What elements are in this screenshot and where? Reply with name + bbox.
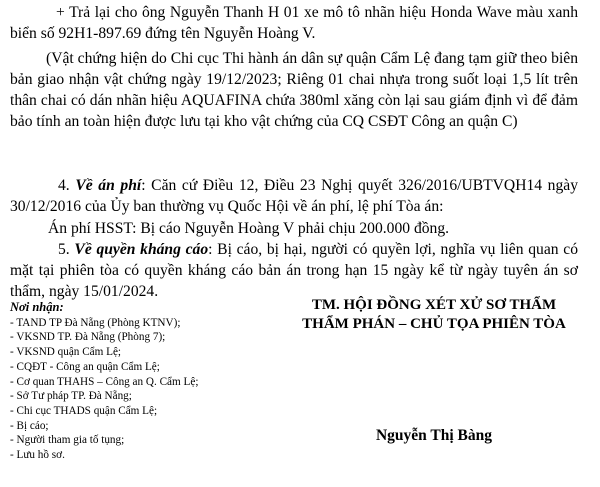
- recipient-item: - VKSND quận Cẩm Lệ;: [10, 346, 122, 359]
- signature-council-title: TM. HỘI ĐỒNG XÉT XỬ SƠ THẨM: [311, 297, 557, 313]
- recipient-item: - Cơ quan THAHS – Công an Q. Cẩm Lệ;: [10, 375, 199, 388]
- section-title-appeal-rights: Về quyền kháng cáo: [74, 241, 209, 258]
- recipient-item: - Chi cục THADS quận Cẩm Lệ;: [10, 404, 158, 417]
- section-title-court-fee: Về án phí: [75, 177, 142, 194]
- recipient-item: - TAND TP Đà Nẵng (Phòng KTNV);: [10, 316, 181, 329]
- recipient-item: - VKSND TP. Đà Nẵng (Phòng 7);: [10, 331, 166, 344]
- court-fee-text: : Căn cứ Điều 12, Điều 23 Nghị quyết 326/2016/UBTVQH14 ngày 30/12/2016 của Ủy ban thường vụ Quốc Hội về án phí, lệ phí Tòa án:: [10, 177, 578, 215]
- signature-judge-title: THẨM PHÁN – CHỦ TỌA PHIÊN TÒA: [302, 316, 566, 332]
- recipients-list: [10, 300, 270, 463]
- signature-block: [270, 296, 598, 334]
- evidence-custody-paragraph: (Vật chứng hiện do Chi cục Thi hành án dân sự quận Cẩm Lệ đang tạm giữ theo biên bản giao nhận vật chứng ngày 19/12/2023; Riêng 01 chai nhựa trong suốt loại 1,5 lít trên thân chai có dán nhãn hiệu AQUAFINA chứa 380ml xăng còn lại sau giám định vì để đảm bảo tính an toàn hiện được lưu tại kho vật chứng của CQ CSĐT Công an quận C): [10, 50, 578, 130]
- section-number: 4.: [58, 177, 70, 194]
- first-instance-fee-paragraph: Án phí HSST: Bị cáo Nguyễn Hoàng V phải chịu 200.000 đồng.: [48, 220, 450, 237]
- signer-name: Nguyễn Thị Bàng: [375, 427, 492, 444]
- recipients-heading: Nơi nhận:: [10, 300, 64, 314]
- return-motorbike-paragraph: + Trả lại cho ông Nguyễn Thanh H 01 xe mô tô nhãn hiệu Honda Wave màu xanh biển số 92H1-897.69 đứng tên Nguyễn Hoàng V.: [10, 4, 578, 42]
- appeal-rights-text: : Bị cáo, bị hại, người có quyền lợi, nghĩa vụ liên quan có mặt tại phiên tòa có quyền kháng cáo bản án trong hạn 15 ngày kể từ ngày tuyên án sơ thẩm, ngày 15/01/2024.: [10, 241, 578, 300]
- recipient-item: - Bị cáo;: [10, 419, 49, 432]
- section-number: 5.: [58, 241, 70, 258]
- recipient-item: - CQĐT - Công an quận Cẩm Lệ;: [10, 360, 160, 373]
- recipient-item: - Người tham gia tố tụng;: [10, 434, 125, 447]
- appeal-rights-paragraph: [10, 239, 578, 302]
- court-fee-paragraph: [10, 175, 578, 217]
- recipient-item: - Sở Tư pháp TP. Đà Nẵng;: [10, 390, 132, 403]
- recipient-item: - Lưu hồ sơ.: [10, 449, 65, 462]
